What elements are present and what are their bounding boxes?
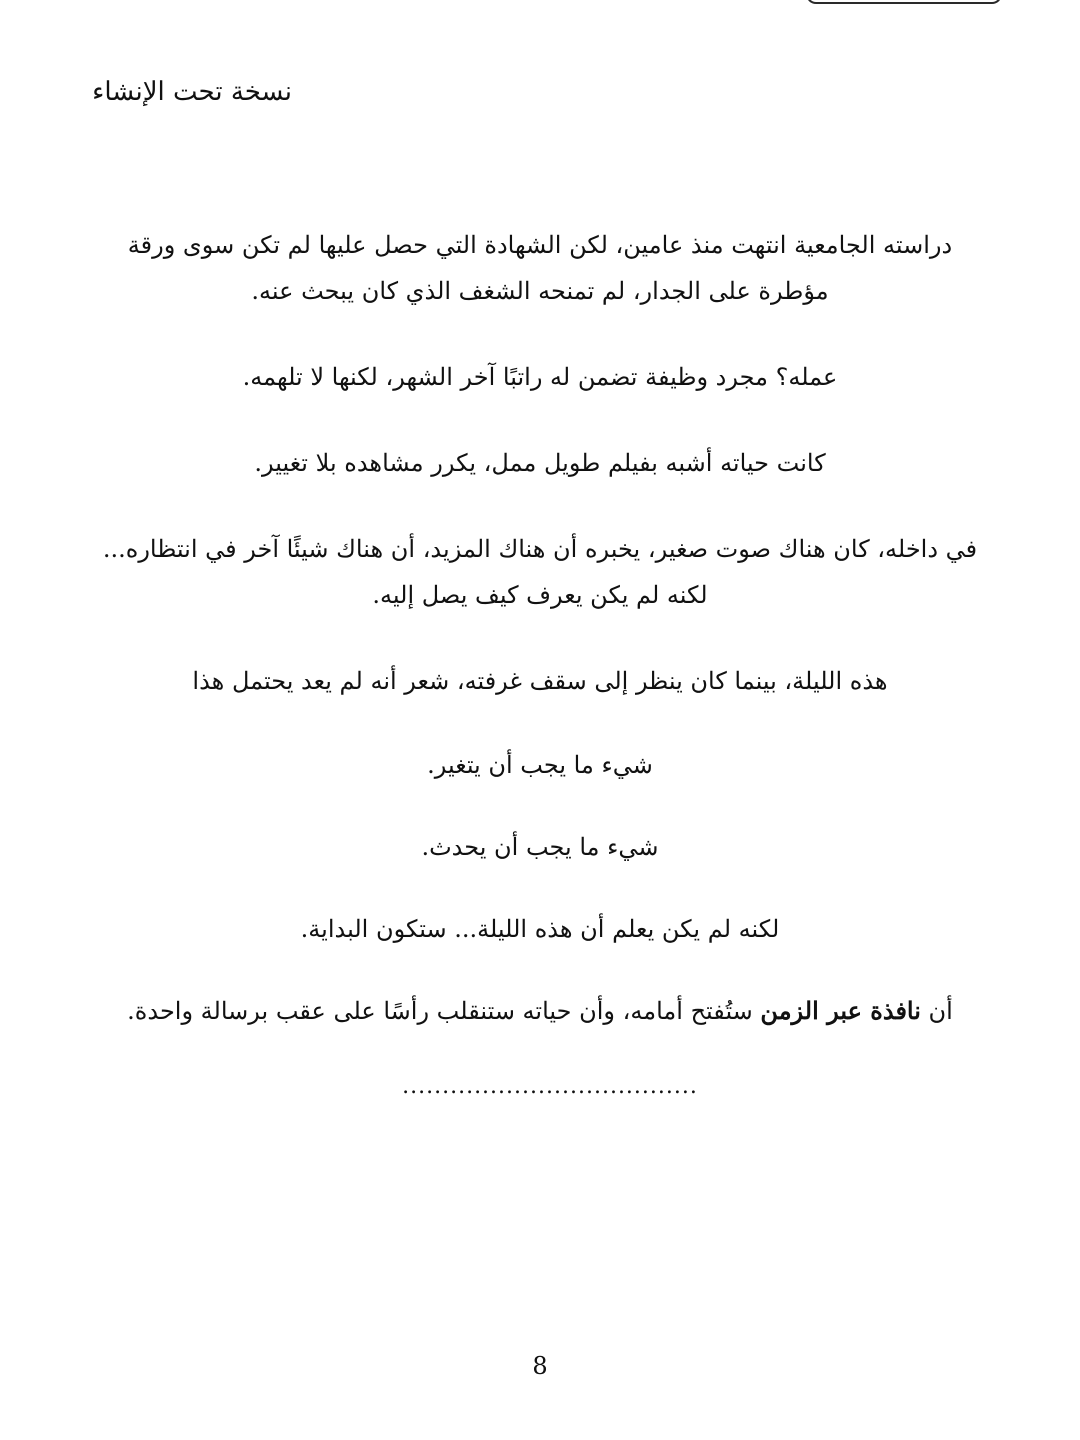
paragraph-4: في داخله، كان هناك صوت صغير، يخبره أن هناك المزيد، أن هناك شيئًا آخر في انتظاره... لكنه لم يكن يعرف كيف يصل إليه. (102, 535, 978, 609)
document-body (96, 222, 984, 1102)
paragraph-9-emphasis: نافذة عبر الزمن (760, 996, 921, 1025)
dotted-separator: ..................................... (402, 1074, 698, 1099)
paragraph-9-start: أن (920, 997, 953, 1025)
paragraph-7: شيء ما يجب أن يحدث. (421, 833, 659, 861)
paragraph-9-end: ستُفتح أمامه، وأن حياته ستنقلب رأسًا على عقب برسالة واحدة. (127, 997, 761, 1025)
paragraph-8: لكنه لم يكن يعلم أن هذه الليلة... ستكون البداية. (300, 915, 780, 943)
paragraph-2: عمله؟ مجرد وظيفة تضمن له راتبًا آخر الشهر، لكنها لا تلهمه. (242, 363, 838, 391)
paragraph-3: كانت حياته أشبه بفيلم طويل ممل، يكرر مشاهده بلا تغيير. (254, 449, 826, 477)
paragraph-9 (96, 988, 984, 1034)
page-number: 8 (532, 1352, 548, 1380)
paragraph-5: هذه الليلة، بينما كان ينظر إلى سقف غرفته، شعر أنه لم يعد يحتمل هذا (192, 667, 888, 695)
paragraph-6: شيء ما يجب أن يتغير. (427, 751, 653, 779)
page-top-edge-decoration (806, 0, 1002, 4)
paragraph-1: دراسته الجامعية انتهت منذ عامين، لكن الشهادة التي حصل عليها لم تكن سوى ورقة مؤطرة على الجدار، لم تمنحه الشغف الذي كان يبحث عنه. (127, 231, 953, 305)
draft-watermark-label: نسخة تحت الإنشاء (92, 77, 292, 107)
